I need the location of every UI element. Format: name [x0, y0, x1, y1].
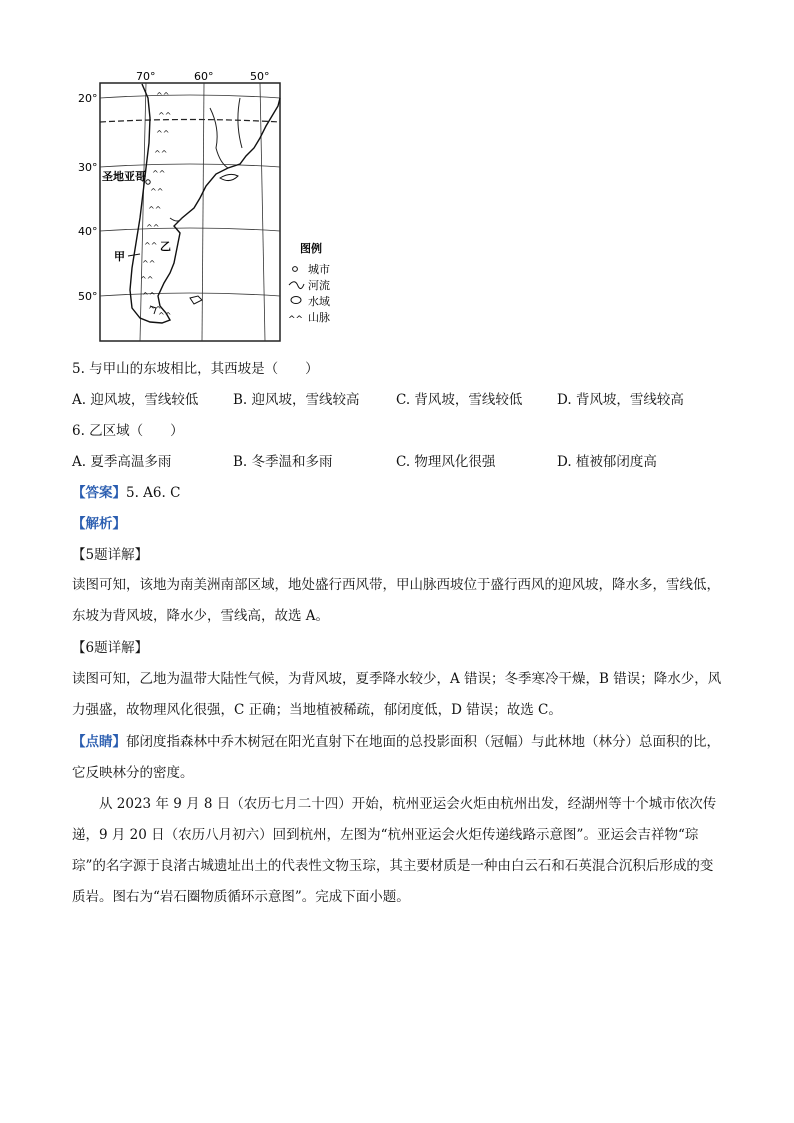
detail6-text-block — [72, 664, 722, 726]
legend-water-label: 水域 — [308, 295, 330, 308]
lat-50-line — [100, 293, 280, 296]
q5-stem: 5. 与甲山的东坡相比，其西坡是（ ） — [72, 361, 319, 377]
svg-text:^^: ^^ — [142, 259, 156, 268]
svg-text:^^: ^^ — [156, 129, 170, 138]
tip-text: 郁闭度指森林中乔木树冠在阳光直射下在地面的总投影面积（冠幅）与此林地（林分）总面积的比，它反映林分的密度。 — [72, 734, 720, 781]
yi-label: 乙 — [160, 240, 171, 253]
q5-option-b: B. 迎风坡，雪线较高 — [233, 392, 360, 408]
svg-text:^^: ^^ — [148, 205, 162, 214]
detail6-label: 【6题详解】 — [72, 640, 149, 656]
lat-label-40: 40° — [78, 225, 98, 238]
q6-option-b: B. 冬季温和多雨 — [233, 454, 333, 470]
detail5-label: 【5题详解】 — [72, 547, 149, 563]
svg-text:^^: ^^ — [142, 291, 156, 300]
river-1 — [210, 108, 228, 168]
q6-stem: 6. 乙区域（ ） — [72, 423, 184, 439]
svg-text:^^: ^^ — [144, 241, 158, 250]
tip-label: 【点睛】 — [72, 734, 126, 750]
svg-text:^^: ^^ — [148, 305, 162, 314]
lat-40-line — [100, 228, 280, 231]
lat-label-30: 30° — [78, 161, 98, 174]
lat-20-line — [100, 95, 280, 98]
coastline — [130, 84, 280, 323]
q5-option-d: D. 背风坡，雪线较高 — [557, 392, 684, 408]
water-body-icon — [291, 297, 301, 304]
tip-block — [72, 727, 722, 789]
river-icon — [289, 282, 304, 289]
river-2 — [238, 98, 242, 148]
analysis-label: 【解析】 — [72, 516, 126, 532]
svg-text:^^: ^^ — [146, 223, 160, 232]
svg-text:^^: ^^ — [152, 169, 166, 178]
svg-text:^^: ^^ — [140, 275, 154, 284]
detail5-text: 读图可知，该地为南美洲南部区域，地处盛行西风带，甲山脉西坡位于盛行西风的迎风坡，降水多，雪线低，东坡为背风坡，降水少，雪线高，故选 A。 — [72, 577, 720, 624]
svg-text:^^: ^^ — [158, 311, 172, 320]
q6-option-c: C. 物理风化很强 — [396, 454, 496, 470]
lon-label-50: 50° — [250, 70, 270, 83]
lon-label-70: 70° — [136, 70, 156, 83]
answer-line — [72, 484, 180, 502]
tropic-line — [100, 120, 280, 123]
santiago-city-icon — [146, 180, 150, 184]
lat-30-line — [100, 164, 280, 167]
svg-text:^^: ^^ — [158, 111, 172, 120]
detail5-text-block — [72, 570, 722, 632]
intro-block — [72, 789, 722, 913]
legend-title: 图例 — [300, 242, 322, 255]
q6-option-d: D. 植被郁闭度高 — [557, 454, 657, 470]
city-icon — [293, 267, 298, 272]
svg-text:^^: ^^ — [150, 187, 164, 196]
svg-text:^^: ^^ — [154, 149, 168, 158]
map-figure — [70, 68, 340, 348]
jia-label: 甲 — [114, 250, 125, 263]
legend-river-label: 河流 — [308, 279, 330, 292]
q5-option-c: C. 背风坡，雪线较低 — [396, 392, 523, 408]
lat-label-20: 20° — [78, 92, 98, 105]
q5-option-a: A. 迎风坡，雪线较低 — [72, 392, 199, 408]
svg-text:^^: ^^ — [156, 91, 170, 100]
legend-mountain-label: 山脉 — [308, 311, 330, 324]
q6-option-a: A. 夏季高温多雨 — [72, 454, 172, 470]
answer-text: 5. A6. C — [126, 485, 181, 501]
legend-city-label: 城市 — [308, 263, 330, 276]
answer-label: 【答案】 — [72, 485, 126, 501]
lon-60-line — [202, 83, 204, 341]
estuary-shape — [220, 174, 238, 180]
detail6-text: 读图可知，乙地为温带大陆性气候，为背风坡，夏季降水较少，A 错误；冬季寒冷干燥，B 错误；降水少，风力强盛，故物理风化很强，C 正确；当地植被稀疏，郁闭度低，D 错误；故选 C。 — [72, 671, 722, 718]
intro-text: 从 2023 年 9 月 8 日（农历七月二十四）开始，杭州亚运会火炬由杭州出发，经湖州等十个城市依次传递，9 月 20 日（农历八月初六）回到杭州，左图为“杭州亚运会火炬传递线路示意图”。亚运会吉祥物“琮琮”的名字源于良渚古城遗址出土的代表性文物玉琮，其主要材质是一种由白云石和石英混合沉积后形成的变质岩。图右为“岩石圈物质循环示意图”。完成下面小题。 — [72, 796, 717, 905]
south-america-map — [70, 68, 340, 348]
lat-label-50: 50° — [78, 290, 98, 303]
lon-label-60: 60° — [194, 70, 214, 83]
santiago-label: 圣地亚哥 — [102, 170, 146, 183]
mountain-icon: ^^ — [288, 315, 304, 325]
island-shape — [190, 296, 202, 304]
river-3 — [170, 218, 182, 221]
